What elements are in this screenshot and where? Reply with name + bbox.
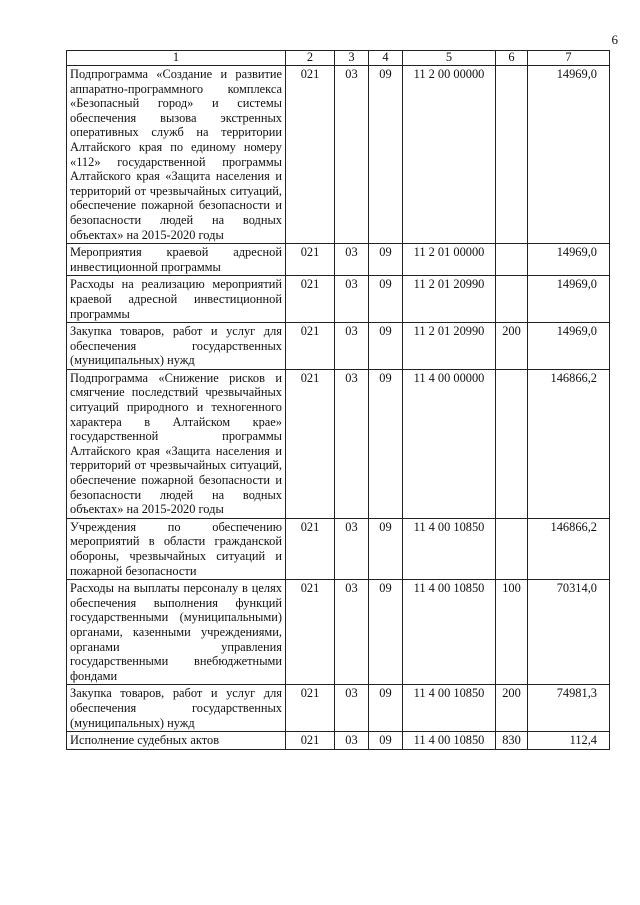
page-number: 6 — [611, 32, 618, 47]
row-section: 03 — [335, 518, 369, 579]
row-subsection: 09 — [369, 685, 403, 732]
row-ministry-code: 021 — [286, 580, 335, 685]
row-amount: 70314,0 — [528, 580, 610, 685]
row-target-article: 11 2 00 00000 — [403, 66, 496, 244]
table-row — [67, 276, 610, 323]
row-expense-type: 830 — [496, 732, 528, 750]
row-section: 03 — [335, 580, 369, 685]
row-ministry-code: 021 — [286, 369, 335, 518]
col-header-7: 7 — [528, 51, 610, 66]
row-name: Расходы на выплаты персоналу в целях обеспечения выполнения функций государственными (муниципальными) органами, казенными учреждениями, органами управления государственными внебюджетными фондами — [67, 580, 286, 685]
row-amount: 112,4 — [528, 732, 610, 750]
row-expense-type — [496, 518, 528, 579]
row-amount: 14969,0 — [528, 276, 610, 323]
table-row — [67, 685, 610, 732]
row-section: 03 — [335, 66, 369, 244]
row-target-article: 11 2 01 00000 — [403, 244, 496, 276]
row-expense-type: 100 — [496, 580, 528, 685]
row-target-article: 11 4 00 10850 — [403, 732, 496, 750]
row-name: Мероприятия краевой адресной инвестиционной программы — [67, 244, 286, 276]
row-ministry-code: 021 — [286, 323, 335, 370]
row-subsection: 09 — [369, 369, 403, 518]
row-target-article: 11 4 00 00000 — [403, 369, 496, 518]
header-row — [67, 51, 610, 66]
col-header-3: 3 — [335, 51, 369, 66]
col-header-5: 5 — [403, 51, 496, 66]
row-section: 03 — [335, 323, 369, 370]
row-expense-type — [496, 369, 528, 518]
row-name: Исполнение судебных актов — [67, 732, 286, 750]
row-name: Подпрограмма «Создание и развитие аппаратно-программного комплекса «Безопасный город» и системы обеспечения вызова экстренных оперативных служб на территории Алтайского края по единому номеру «112» государственной программы Алтайского края «Защита населения и территорий от чрезвычайных ситуаций, обеспечение пожарной безопасности и безопасности людей на водных объектах» на 2015-2020 годы — [67, 66, 286, 244]
row-ministry-code: 021 — [286, 276, 335, 323]
row-name: Закупка товаров, работ и услуг для обеспечения государственных (муниципальных) нужд — [67, 685, 286, 732]
row-ministry-code: 021 — [286, 66, 335, 244]
row-target-article: 11 2 01 20990 — [403, 276, 496, 323]
row-target-article: 11 4 00 10850 — [403, 518, 496, 579]
col-header-2: 2 — [286, 51, 335, 66]
col-header-1: 1 — [67, 51, 286, 66]
table-body — [67, 66, 610, 750]
row-target-article: 11 4 00 10850 — [403, 580, 496, 685]
table-row — [67, 518, 610, 579]
row-ministry-code: 021 — [286, 518, 335, 579]
row-section: 03 — [335, 244, 369, 276]
row-section: 03 — [335, 732, 369, 750]
row-amount: 74981,3 — [528, 685, 610, 732]
table-row — [67, 369, 610, 518]
table-row — [67, 580, 610, 685]
row-target-article: 11 2 01 20990 — [403, 323, 496, 370]
row-subsection: 09 — [369, 518, 403, 579]
row-ministry-code: 021 — [286, 685, 335, 732]
row-amount: 14969,0 — [528, 244, 610, 276]
row-subsection: 09 — [369, 66, 403, 244]
row-expense-type — [496, 66, 528, 244]
row-expense-type — [496, 276, 528, 323]
row-section: 03 — [335, 369, 369, 518]
row-amount: 146866,2 — [528, 518, 610, 579]
budget-table — [66, 50, 610, 750]
row-subsection: 09 — [369, 732, 403, 750]
row-name: Закупка товаров, работ и услуг для обеспечения государственных (муниципальных) нужд — [67, 323, 286, 370]
col-header-4: 4 — [369, 51, 403, 66]
table-row — [67, 732, 610, 750]
row-name: Учреждения по обеспечению мероприятий в области гражданской обороны, чрезвычайных ситуаций и пожарной безопасности — [67, 518, 286, 579]
row-ministry-code: 021 — [286, 244, 335, 276]
col-header-6: 6 — [496, 51, 528, 66]
table-row — [67, 244, 610, 276]
row-ministry-code: 021 — [286, 732, 335, 750]
row-subsection: 09 — [369, 276, 403, 323]
row-amount: 146866,2 — [528, 369, 610, 518]
row-amount: 14969,0 — [528, 323, 610, 370]
row-name: Расходы на реализацию мероприятий краевой адресной инвестиционной программы — [67, 276, 286, 323]
row-expense-type: 200 — [496, 323, 528, 370]
row-name: Подпрограмма «Снижение рисков и смягчение последствий чрезвычайных ситуаций природного и техногенного характера в Алтайском крае» государственной программы Алтайского края «Защита населения и территорий от чрезвычайных ситуаций, обеспечение пожарной безопасности и безопасности людей на водных объектах» на 2015-2020 годы — [67, 369, 286, 518]
row-subsection: 09 — [369, 244, 403, 276]
table-row — [67, 323, 610, 370]
row-section: 03 — [335, 685, 369, 732]
row-subsection: 09 — [369, 323, 403, 370]
table-row — [67, 66, 610, 244]
row-expense-type — [496, 244, 528, 276]
row-expense-type: 200 — [496, 685, 528, 732]
row-target-article: 11 4 00 10850 — [403, 685, 496, 732]
row-section: 03 — [335, 276, 369, 323]
row-subsection: 09 — [369, 580, 403, 685]
row-amount: 14969,0 — [528, 66, 610, 244]
